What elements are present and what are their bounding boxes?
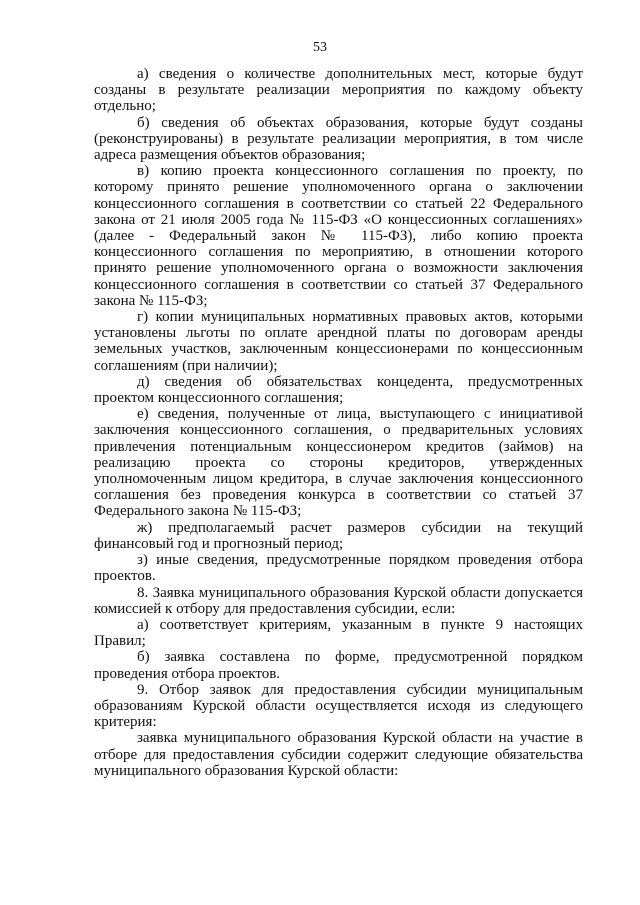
paragraph-item-v: в) копию проекта концессионного соглашения по проекту, по которому принято решение уполномоченного органа о заключении концессионного соглашения в соответствии со статьей 22 Федерального закона от 21 июля 2005 года № 115-ФЗ «О концессионных соглашениях» (далее - Федеральный закон № 115-ФЗ), либо копию проекта концессионного соглашения по мероприятию, в отношении которого принято решение уполномоченного органа о возможности заключения концессионного соглашения в соответствии со статьей 37 Федерального закона № 115-ФЗ; (94, 163, 583, 309)
paragraph-item-d: д) сведения об обязательствах концедента, предусмотренных проектом концессионного соглашения; (94, 373, 583, 407)
paragraph-clause-8: 8. Заявка муниципального образования Курской области допускается комиссией к отбору для предоставления субсидии, если: (94, 584, 583, 617)
paragraph-item-a: а) сведения о количестве дополнительных мест, которые будут созданы в результате реализации мероприятия по каждому объекту отдельно; (94, 66, 583, 115)
page-number: 53 (313, 40, 327, 55)
paragraph-item-zh: ж) предполагаемый расчет размеров субсидии на текущий финансовый год и прогнозный период; (94, 519, 583, 552)
paragraph-criterion: заявка муниципального образования Курской области на участие в отборе для предоставления субсидии содержит следующие обязательства муниципального образования Курской области: (94, 730, 583, 779)
paragraph-item-b: б) сведения об объектах образования, которые будут созданы (реконструированы) в результате реализации мероприятия, в том числе адреса размещения объектов образования; (94, 114, 583, 164)
paragraph-clause-9: 9. Отбор заявок для предоставления субсидии муниципальным образованиям Курской области осуществляется исходя из следующего критерия: (94, 681, 583, 731)
paragraph-item-g: г) копии муниципальных нормативных правовых актов, которыми установлены льготы по оплате арендной платы по договорам аренды земельных участков, заключенным концессионерами по концессионным соглашениям (при наличии); (94, 309, 583, 374)
paragraph-item-e: е) сведения, полученные от лица, выступающего с инициативой заключения концессионного соглашения, о предварительных условиях привлечения потенциальным концессионером кредитов (займов) на реализацию проекта со стороны кредиторов, утвержденных уполномоченным лицом кредитора, в случае заключения концессионного соглашения без проведения конкурса в соответствии со статьей 37 Федерального закона № 115-ФЗ; (94, 406, 583, 520)
paragraph-item-z: з) иные сведения, предусмотренные порядком проведения отбора проектов. (94, 552, 583, 585)
paragraph-clause-8-a: а) соответствует критериям, указанным в пункте 9 настоящих Правил; (94, 616, 583, 650)
document-body (94, 66, 583, 779)
paragraph-clause-8-b: б) заявка составлена по форме, предусмотренной порядком проведения отбора проектов. (94, 649, 583, 682)
